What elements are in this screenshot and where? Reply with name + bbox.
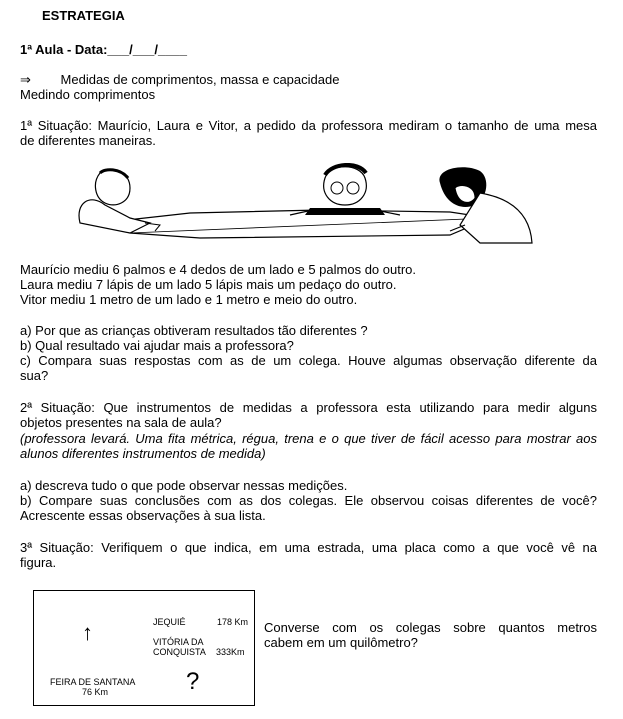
unknown-direction-mark: ? [186, 668, 200, 695]
sign-city-vitoria-line2: CONQUISTA [153, 647, 206, 657]
sign-distance-feira: 76 Km [82, 687, 109, 697]
up-arrow-icon: ↑ [82, 620, 93, 645]
topic-subtitle: Medindo comprimentos [20, 87, 156, 102]
teacher-note-line1: (professora levará. Uma fita métrica, régua, trena e o que tiver de fácil acesso para mostrar aos [20, 431, 597, 446]
result-mauricio: Maurício mediu 6 palmos e 4 dedos de um lado e 5 palmos do outro. [20, 262, 417, 277]
sign-city-vitoria-line1: VITÓRIA DA [153, 637, 204, 647]
right-arrow-icon: ⇒ [20, 72, 31, 87]
situation3-line1: 3ª Situação: Verifiquem o que indica, em uma estrada, uma placa como a que você vê na [20, 540, 597, 555]
converse-line2: cabem em um quilômetro? [264, 635, 418, 650]
situation2-question-b-line2: Acrescente essas observações à sua lista. [20, 508, 266, 523]
situation2-question-a: a) descreva tudo o que pode observar nessas medições. [20, 478, 348, 493]
sign-city-jequie: JEQUIÉ [153, 617, 186, 627]
question-b: b) Qual resultado vai ajudar mais a professora? [20, 338, 294, 353]
question-c-line2: sua? [20, 368, 49, 383]
result-laura: Laura mediu 7 lápis de um lado 5 lápis mais um pedaço do outro. [20, 277, 397, 292]
situation2-line1: 2ª Situação: Que instrumentos de medidas a professora esta utilizando para medir alguns [20, 400, 597, 415]
situation1-intro-line1: 1ª Situação: Maurício, Laura e Vitor, a pedido da professora mediram o tamanho de uma mesa [20, 118, 597, 133]
topic-line [20, 72, 339, 87]
children-measuring-table-illustration [70, 163, 550, 253]
lesson-date-line: 1ª Aula - Data:___/___/____ [20, 42, 187, 57]
question-a: a) Por que as crianças obtiveram resultados tão diferentes ? [20, 323, 368, 338]
situation2-question-b-line1: b) Compare suas conclusões com as dos colegas. Ele observou coisas diferentes de você? [20, 493, 597, 508]
situation3-line2: figura. [20, 555, 57, 570]
sign-distance-vitoria: 333Km [216, 647, 245, 657]
question-c-line1: c) Compara suas respostas com as de um colega. Houve algumas observação diferente da [20, 353, 597, 368]
converse-line1: Converse com os colegas sobre quantos metros [264, 620, 597, 635]
sign-distance-jequie: 178 Km [217, 617, 249, 627]
converse-text [264, 620, 597, 650]
result-vitor: Vitor mediu 1 metro de um lado e 1 metro e meio do outro. [20, 292, 358, 307]
road-sign [33, 590, 255, 706]
page-title: ESTRATEGIA [42, 8, 125, 23]
sign-city-feira: FEIRA DE SANTANA [50, 677, 136, 687]
situation1-intro-line2: de diferentes maneiras. [20, 133, 156, 148]
situation2-line2: objetos presentes na sala de aula? [20, 415, 222, 430]
topic-title: Medidas de comprimentos, massa e capacidade [60, 72, 340, 87]
teacher-note-line2: alunos diferentes instrumentos de medida) [20, 446, 266, 461]
